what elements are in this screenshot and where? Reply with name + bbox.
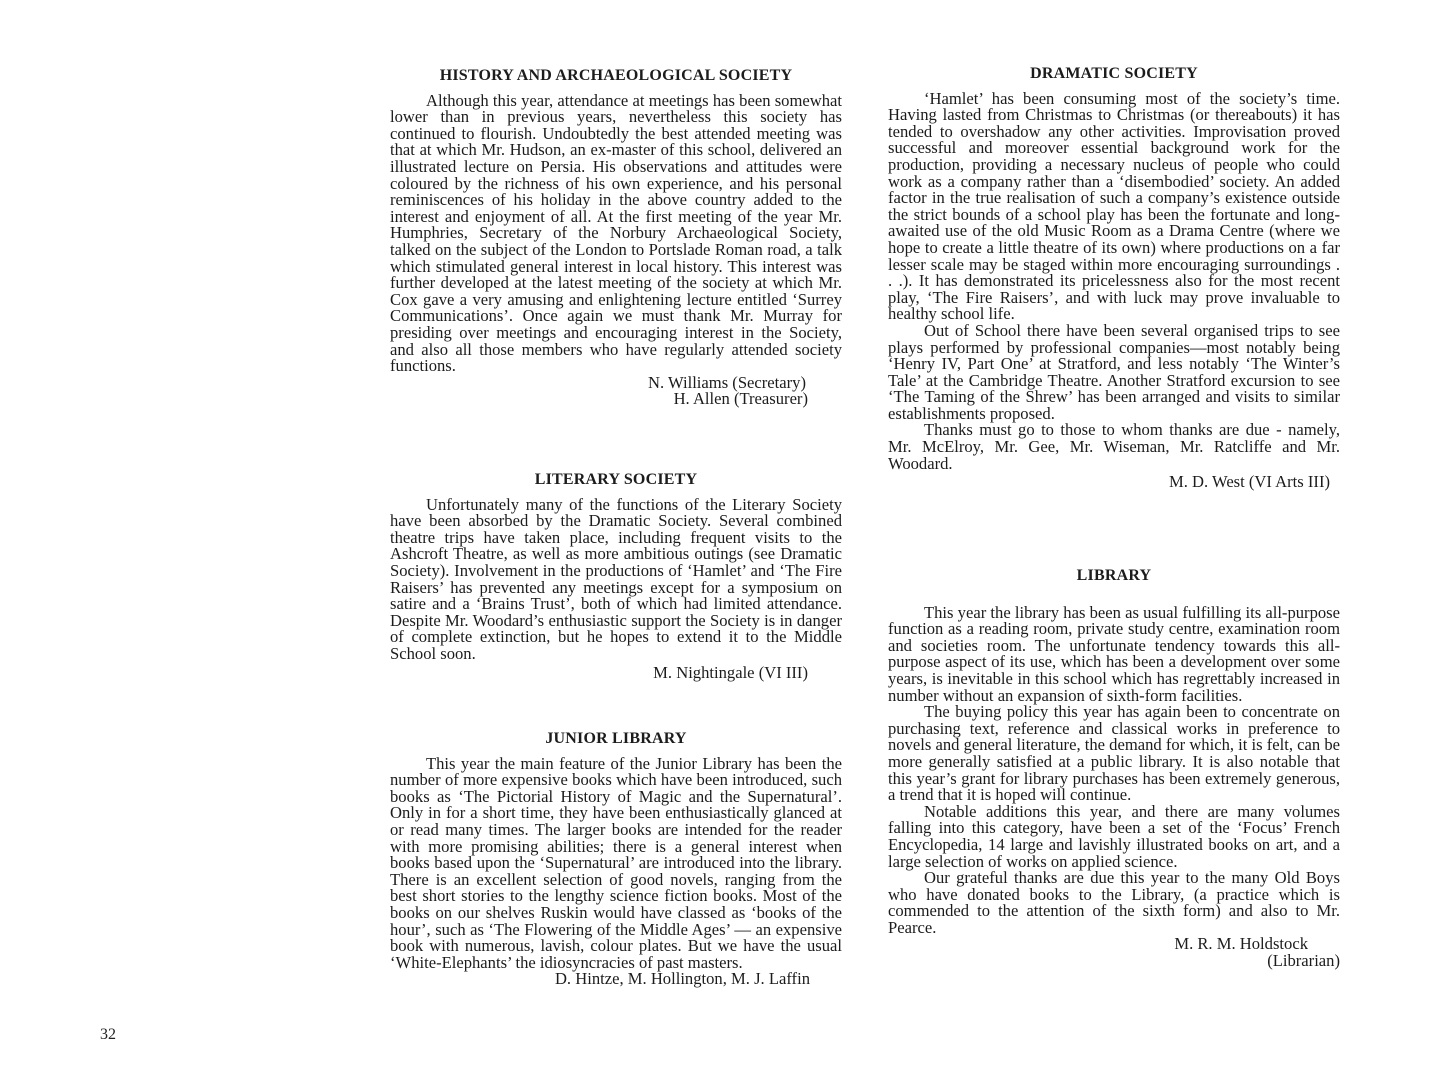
history-society-title: HISTORY AND ARCHAEOLOGICAL SOCIETY bbox=[439, 67, 793, 84]
literary-society-section bbox=[390, 472, 842, 681]
dramatic-paragraph-3: Thanks must go to those to whom thanks are due - namely, Mr. McElroy, Mr. Gee, Mr. Wiseman, Mr. Ratcliffe and Mr. Woodard. bbox=[888, 420, 1340, 473]
dramatic-paragraph-1: ‘Hamlet’ has been consuming most of the society’s time. Having lasted from Christmas to Christmas (or thereabouts) it has tended to overshadow any other activities. Improvisation proved successful and moreover essential background work for the production, providing a necessary nucleus of people who could work as a company rather than a ‘disembodied’ society. An added factor in the true realisation of such a company’s existence outside the strict bounds of a school play has been the fortunate and long-awaited use of the old Music Room as a Drama Centre (where we hope to create a little theatre of its own) where productions on a far lesser scale may be staged within more encouraging surroundings . . .). It has demonstrated its pricelessness also for the most recent play, ‘The Fire Raisers’, and with luck may prove invaluable to healthy school life. bbox=[888, 88, 1340, 324]
library-paragraph-3: Notable additions this year, and there are many volumes falling into this category, have been a set of the ‘Focus’ French Encyclopedia, 14 large and lavishly illustrated books on art, and a large selection of works on applied science. bbox=[888, 801, 1340, 871]
dramatic-society-section bbox=[888, 66, 1340, 491]
dramatic-society-title: DRAMATIC SOCIETY bbox=[1030, 65, 1198, 82]
junior-library-signature: D. Hintze, M. Hollington, M. J. Laffin bbox=[554, 969, 810, 989]
history-secretary-signature: N. Williams (Secretary) bbox=[648, 372, 806, 392]
library-section bbox=[888, 568, 1340, 970]
junior-library-section bbox=[390, 731, 842, 988]
library-paragraph-4: Our grateful thanks are due this year to the many Old Boys who have donated books to the Library, (a practice which is commended to the attention of the sixth form) and also to Mr. Pearce. bbox=[888, 868, 1340, 937]
junior-library-body: This year the main feature of the Junior Library has been the number of more expensive books which have been introduced, such books as ‘The Pictorial History of Magic and the Supernatural’. Only in for a short time, they have been enthusiastically glanced at or read many times. The larger books are intended for the reader with more promising abilities; there is a general interest when books based upon the ‘Supernatural’ are introduced into the library. There is an excellent selection of good novels, ranging from the best short stories to the lengthy science fiction books. Most of the books on our shelves Ruskin would have classed as ‘books of the hour’, such as ‘The Flowering of the Middle Ages’ — an expensive book with numerous, lavish, colour plates. But we have the usual ‘White-Elephants’ the idiosyncracies of past masters. bbox=[390, 753, 842, 972]
library-signature-role: (Librarian) bbox=[1267, 951, 1340, 971]
literary-society-body: Unfortunately many of the functions of the Literary Society have been absorbed by the Dramatic Society. Several combined theatre trips have taken place, including frequent visits to the Ashcroft Theatre, as well as more ambitious outings (see Dramatic Society). Involvement in the productions of ‘Hamlet’ and ‘The Fire Raisers’ has prevented any meetings except for a symposium on satire and a ‘Brains Trust’, both of which had limited attendance. Despite Mr. Woodard’s enthusiastic support the Society is in danger of complete extinction, but he hopes to extend it to the Middle School soon. bbox=[390, 494, 842, 663]
dramatic-paragraph-2: Out of School there have been several organised trips to see plays performed by professional companies—most notably being ‘Henry IV, Part One’ at Stratford, and less notably ‘The Winter’s Tale’ at the Cambridge Theatre. Another Stratford excursion to see ‘The Taming of the Shrew’ has been arranged and visits to similar establishments proposed. bbox=[888, 320, 1340, 423]
library-title: LIBRARY bbox=[1076, 567, 1152, 584]
junior-library-title: JUNIOR LIBRARY bbox=[545, 730, 687, 747]
history-society-section bbox=[390, 68, 842, 408]
library-paragraph-2: The buying policy this year has again been to concentrate on purchasing text, reference and classical works in preference to novels and general literature, the demand for which, it is felt, can be more generally satisfied at a public library. It is also notable that this year’s grant for library purchases has been extremely generous, a trend that it is hoped will continue. bbox=[888, 702, 1341, 805]
library-paragraph-1: This year the library has been as usual fulfilling its all-purpose function as a reading room, private study centre, examination room and societies room. The unfortunate tendency towards this all-purpose aspect of its use, which has been a development over some years, is inevitable in this school which has regrettably increased in number without an expansion of sixth-form facilities. bbox=[888, 602, 1340, 705]
dramatic-signature: M. D. West (VI Arts III) bbox=[1168, 472, 1330, 492]
history-society-body: Although this year, attendance at meetings has been somewhat lower than in previous years, nevertheless this society has continued to flourish. Undoubtedly the best attended meeting was that at which Mr. Hudson, an ex-master of this school, delivered an illustrated lecture on Persia. His observations and attitudes were coloured by the richness of his own experience, and his personal reminiscences of his holiday in the above country added to the interest and enjoyment of all. At the first meeting of the year Mr. Humphries, Secretary of the Norbury Archaeological Society, talked on the subject of the London to Portslade Roman road, a talk which stimulated general interest in local history. This interest was further developed at the latest meeting of the society at which Mr. Cox gave a very amusing and enlightening lecture entitled ‘Surrey Communications’. Once again we must thank Mr. Murray for presiding over meetings and encouraging interest in the Society, and also all those members who have regularly attended society functions. bbox=[390, 90, 842, 376]
history-treasurer-signature: H. Allen (Treasurer) bbox=[673, 389, 808, 409]
page-number: 32 bbox=[100, 1026, 116, 1043]
library-signature-name: M. R. M. Holdstock bbox=[1174, 934, 1308, 954]
literary-signature: M. Nightingale (VI III) bbox=[653, 662, 808, 682]
literary-society-title: LITERARY SOCIETY bbox=[534, 471, 698, 488]
